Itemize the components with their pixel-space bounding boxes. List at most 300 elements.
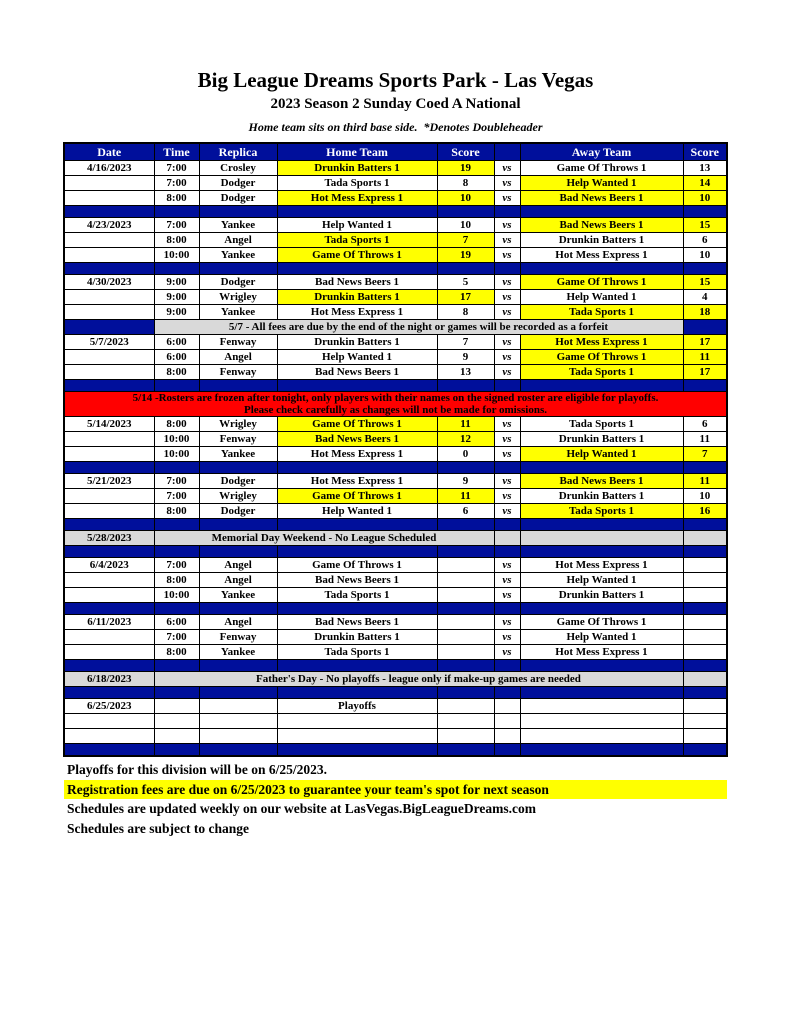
game-row (64, 275, 727, 290)
away-team-cell (520, 546, 683, 558)
home-team-cell (277, 519, 437, 531)
home-team-cell: Drunkin Batters 1 (277, 290, 437, 305)
footer-playoffs-date: Playoffs for this division will be on 6/25/2023. (67, 762, 328, 778)
away-score-cell: 13 (683, 161, 727, 176)
time-cell (154, 546, 199, 558)
time-cell: 9:00 (154, 305, 199, 320)
away-team-cell (520, 519, 683, 531)
away-team-cell: Bad News Beers 1 (520, 191, 683, 206)
time-cell (154, 603, 199, 615)
game-row (64, 365, 727, 380)
away-score-cell: 15 (683, 275, 727, 290)
away-team-cell (520, 462, 683, 474)
note-text-cell: Father's Day - No playoffs - league only if make-up games are needed (154, 672, 683, 687)
home-team-cell (277, 546, 437, 558)
home-team-cell: Game Of Throws 1 (277, 489, 437, 504)
time-cell: 10:00 (154, 588, 199, 603)
vs-cell (494, 206, 520, 218)
vs-cell (494, 687, 520, 699)
date-cell: 4/16/2023 (64, 161, 154, 176)
home-team-cell (277, 744, 437, 757)
vs-cell (494, 263, 520, 275)
replica-cell (199, 462, 277, 474)
time-cell: 6:00 (154, 615, 199, 630)
time-cell (154, 744, 199, 757)
home-score-cell: 7 (437, 335, 494, 350)
time-cell (154, 687, 199, 699)
game-row (64, 290, 727, 305)
replica-cell: Fenway (199, 335, 277, 350)
away-score-cell: 16 (683, 504, 727, 519)
home-team-cell: Tada Sports 1 (277, 588, 437, 603)
vs-cell: vs (494, 218, 520, 233)
time-cell: 10:00 (154, 432, 199, 447)
away-score-cell (683, 672, 727, 687)
away-team-cell: Game Of Throws 1 (520, 615, 683, 630)
away-score-cell (683, 462, 727, 474)
home-score-cell: 11 (437, 489, 494, 504)
home-team-cell: Hot Mess Express 1 (277, 191, 437, 206)
date-cell (64, 546, 154, 558)
away-score-cell (683, 558, 727, 573)
time-cell: 9:00 (154, 275, 199, 290)
replica-cell: Yankee (199, 248, 277, 263)
time-cell: 7:00 (154, 176, 199, 191)
game-row (64, 447, 727, 462)
spacer-row (64, 206, 727, 218)
vs-cell: vs (494, 417, 520, 432)
replica-cell: Yankee (199, 588, 277, 603)
date-cell (64, 263, 154, 275)
vs-cell (494, 380, 520, 392)
time-cell (154, 729, 199, 744)
vs-cell (494, 744, 520, 757)
date-cell (64, 305, 154, 320)
date-cell: 5/14/2023 (64, 417, 154, 432)
vs-cell: vs (494, 350, 520, 365)
game-row (64, 305, 727, 320)
home-score-cell (437, 603, 494, 615)
game-row (64, 233, 727, 248)
away-score-cell (683, 630, 727, 645)
home-team-cell: Tada Sports 1 (277, 645, 437, 660)
footer-website: Schedules are updated weekly on our website at LasVegas.BigLeagueDreams.com (67, 801, 537, 817)
home-score-cell: 12 (437, 432, 494, 447)
away-team-cell (520, 714, 683, 729)
home-score-cell: 8 (437, 176, 494, 191)
replica-cell (199, 546, 277, 558)
spacer-row (64, 744, 727, 757)
date-cell: 6/25/2023 (64, 699, 154, 714)
replica-cell: Yankee (199, 218, 277, 233)
replica-cell: Angel (199, 615, 277, 630)
time-cell: 7:00 (154, 474, 199, 489)
date-cell: 6/11/2023 (64, 615, 154, 630)
replica-cell: Angel (199, 558, 277, 573)
vs-cell: vs (494, 558, 520, 573)
away-team-cell (520, 263, 683, 275)
away-score-cell (683, 699, 727, 714)
date-cell (64, 447, 154, 462)
time-cell: 8:00 (154, 191, 199, 206)
time-cell: 7:00 (154, 218, 199, 233)
away-score-cell: 10 (683, 191, 727, 206)
time-cell: 7:00 (154, 630, 199, 645)
time-cell (154, 660, 199, 672)
away-team-cell: Drunkin Batters 1 (520, 489, 683, 504)
time-cell: 6:00 (154, 335, 199, 350)
spacer-row (64, 603, 727, 615)
game-row (64, 161, 727, 176)
time-cell: 9:00 (154, 290, 199, 305)
time-cell (154, 206, 199, 218)
note_mid-row (64, 320, 727, 335)
game-row (64, 176, 727, 191)
away-score-cell: 14 (683, 176, 727, 191)
vs-cell (494, 519, 520, 531)
vs-cell (494, 546, 520, 558)
vs-cell: vs (494, 365, 520, 380)
date-cell (64, 660, 154, 672)
home-team-cell (277, 206, 437, 218)
date-cell: 6/18/2023 (64, 672, 154, 687)
replica-cell (199, 206, 277, 218)
schedule-table-header (64, 143, 727, 161)
header-away-team: Away Team (520, 143, 683, 161)
home-score-cell: 10 (437, 191, 494, 206)
away-team-cell: Game Of Throws 1 (520, 275, 683, 290)
replica-cell (199, 380, 277, 392)
away-score-cell (683, 263, 727, 275)
home-team-cell: Bad News Beers 1 (277, 275, 437, 290)
replica-cell (199, 729, 277, 744)
spacer-row (64, 546, 727, 558)
away-team-cell: Hot Mess Express 1 (520, 645, 683, 660)
date-cell (64, 320, 154, 335)
date-cell (64, 350, 154, 365)
time-cell: 8:00 (154, 365, 199, 380)
home-score-cell: 8 (437, 305, 494, 320)
header-vs (494, 143, 520, 161)
time-cell (154, 263, 199, 275)
away-score-cell: 7 (683, 447, 727, 462)
vs-cell: vs (494, 588, 520, 603)
time-cell (154, 462, 199, 474)
home-team-cell: Bad News Beers 1 (277, 573, 437, 588)
away-score-cell (683, 744, 727, 757)
game-row (64, 191, 727, 206)
home-team-cell (277, 263, 437, 275)
home-score-cell (437, 206, 494, 218)
note_left-row (64, 672, 727, 687)
replica-cell (199, 699, 277, 714)
vs-cell: vs (494, 161, 520, 176)
home-team-cell: Bad News Beers 1 (277, 432, 437, 447)
time-cell: 10:00 (154, 447, 199, 462)
vs-cell (494, 714, 520, 729)
away-score-cell: 4 (683, 290, 727, 305)
time-cell: 7:00 (154, 558, 199, 573)
replica-cell (199, 603, 277, 615)
footer-registration-fees: Registration fees are due on 6/25/2023 to guarantee your team's spot for next season (64, 780, 727, 800)
game-row (64, 335, 727, 350)
home-score-cell (437, 645, 494, 660)
date-cell (64, 432, 154, 447)
home-team-note: Home team sits on third base side. *Denotes Doubleheader (248, 120, 543, 135)
time-cell (154, 380, 199, 392)
home-team-cell: Tada Sports 1 (277, 233, 437, 248)
replica-cell (199, 744, 277, 757)
date-cell (64, 462, 154, 474)
game-row (64, 218, 727, 233)
home-team-cell: Tada Sports 1 (277, 176, 437, 191)
date-cell (64, 176, 154, 191)
replica-cell: Fenway (199, 432, 277, 447)
away-score-cell: 6 (683, 233, 727, 248)
home-team-cell: Game Of Throws 1 (277, 558, 437, 573)
replica-cell: Dodger (199, 474, 277, 489)
away-team-cell: Drunkin Batters 1 (520, 233, 683, 248)
header-row (64, 143, 727, 161)
away-team-cell: Tada Sports 1 (520, 417, 683, 432)
away-team-cell (520, 603, 683, 615)
home-team-cell (277, 714, 437, 729)
home-team-cell: Drunkin Batters 1 (277, 630, 437, 645)
game-row (64, 573, 727, 588)
away-team-cell: Help Wanted 1 (520, 573, 683, 588)
home-score-cell (437, 714, 494, 729)
vs-cell (494, 603, 520, 615)
time-cell (154, 519, 199, 531)
date-cell (64, 729, 154, 744)
away-score-cell (683, 519, 727, 531)
time-cell: 8:00 (154, 573, 199, 588)
home-score-cell: 7 (437, 233, 494, 248)
vs-cell: vs (494, 504, 520, 519)
home-team-cell: Hot Mess Express 1 (277, 447, 437, 462)
footer-subject-to-change: Schedules are subject to change (67, 821, 249, 837)
vs-cell: vs (494, 630, 520, 645)
away-score-cell (683, 687, 727, 699)
replica-cell: Dodger (199, 275, 277, 290)
home-score-cell: 9 (437, 474, 494, 489)
replica-cell (199, 263, 277, 275)
vs-cell: vs (494, 432, 520, 447)
date-cell (64, 687, 154, 699)
replica-cell (199, 660, 277, 672)
home-score-cell (437, 263, 494, 275)
date-cell: 4/30/2023 (64, 275, 154, 290)
time-cell: 6:00 (154, 350, 199, 365)
away-team-cell: Hot Mess Express 1 (520, 558, 683, 573)
away-team-cell (520, 687, 683, 699)
home-score-cell (437, 558, 494, 573)
away-score-cell: 10 (683, 248, 727, 263)
home-score-cell (437, 744, 494, 757)
game-row (64, 630, 727, 645)
date-cell (64, 248, 154, 263)
vs-cell: vs (494, 335, 520, 350)
date-cell: 5/21/2023 (64, 474, 154, 489)
home-score-cell (437, 699, 494, 714)
home-team-cell: Drunkin Batters 1 (277, 161, 437, 176)
date-cell (64, 380, 154, 392)
date-cell (64, 645, 154, 660)
away-score-cell (683, 729, 727, 744)
time-cell (154, 699, 199, 714)
away-team-cell: Help Wanted 1 (520, 630, 683, 645)
spacer-row (64, 687, 727, 699)
away-team-cell (520, 699, 683, 714)
away-score-cell (683, 615, 727, 630)
vs-cell: vs (494, 290, 520, 305)
time-cell: 7:00 (154, 489, 199, 504)
home-team-cell: Game Of Throws 1 (277, 417, 437, 432)
time-cell: 8:00 (154, 504, 199, 519)
date-cell (64, 588, 154, 603)
home-score-cell: 5 (437, 275, 494, 290)
spacer-row (64, 660, 727, 672)
empty-row (64, 714, 727, 729)
away-score-cell: 15 (683, 218, 727, 233)
home-team-cell (277, 687, 437, 699)
header-time: Time (154, 143, 199, 161)
header-date: Date (64, 143, 154, 161)
vs-cell: vs (494, 573, 520, 588)
page-subtitle: 2023 Season 2 Sunday Coed A National (270, 96, 521, 113)
home-score-cell: 17 (437, 290, 494, 305)
replica-cell: Wrigley (199, 417, 277, 432)
date-cell (64, 573, 154, 588)
home-team-cell: Hot Mess Express 1 (277, 474, 437, 489)
away-score-cell: 11 (683, 474, 727, 489)
game-row (64, 489, 727, 504)
time-cell: 8:00 (154, 645, 199, 660)
time-cell: 7:00 (154, 161, 199, 176)
vs-cell: vs (494, 447, 520, 462)
away-team-cell: Bad News Beers 1 (520, 218, 683, 233)
vs-cell: vs (494, 248, 520, 263)
home-score-cell (437, 573, 494, 588)
empty-row (64, 729, 727, 744)
home-score-cell: 6 (437, 504, 494, 519)
replica-cell: Yankee (199, 447, 277, 462)
home-team-cell: Help Wanted 1 (277, 350, 437, 365)
label-row (64, 699, 727, 714)
vs-cell (494, 699, 520, 714)
home-team-cell (277, 729, 437, 744)
away-team-cell: Drunkin Batters 1 (520, 588, 683, 603)
vs-cell: vs (494, 489, 520, 504)
away-score-cell: 11 (683, 432, 727, 447)
time-cell (154, 714, 199, 729)
vs-cell: vs (494, 191, 520, 206)
vs-cell: vs (494, 645, 520, 660)
replica-cell (199, 519, 277, 531)
away-team-cell (520, 660, 683, 672)
spacer-row (64, 519, 727, 531)
home-score-cell (437, 615, 494, 630)
game-row (64, 645, 727, 660)
home-team-cell (277, 380, 437, 392)
note-text-cell: Memorial Day Weekend - No League Scheduled (154, 531, 494, 546)
away-team-cell: Help Wanted 1 (520, 447, 683, 462)
game-row (64, 417, 727, 432)
away-score-cell: 10 (683, 489, 727, 504)
home-team-cell: Bad News Beers 1 (277, 615, 437, 630)
replica-cell: Yankee (199, 645, 277, 660)
home-team-cell: Game Of Throws 1 (277, 248, 437, 263)
home-score-cell (437, 729, 494, 744)
away-score-cell (683, 380, 727, 392)
home-team-cell (277, 660, 437, 672)
date-cell (64, 504, 154, 519)
time-cell: 8:00 (154, 233, 199, 248)
away-team-cell (520, 206, 683, 218)
away-score-cell (683, 714, 727, 729)
header-home-team: Home Team (277, 143, 437, 161)
footer (64, 760, 727, 838)
spacer-row (64, 462, 727, 474)
vs-cell: vs (494, 474, 520, 489)
away-team-cell: Help Wanted 1 (520, 176, 683, 191)
away-score-cell (683, 206, 727, 218)
away-score-cell (683, 660, 727, 672)
note-text-cell: 5/7 - All fees are due by the end of the night or games will be recorded as a forfeit (154, 320, 683, 335)
away-score-cell (683, 320, 727, 335)
replica-cell: Dodger (199, 504, 277, 519)
game-row (64, 248, 727, 263)
home-team-cell: Drunkin Batters 1 (277, 335, 437, 350)
date-cell (64, 489, 154, 504)
banner-row (64, 392, 727, 417)
away-team-cell: Tada Sports 1 (520, 305, 683, 320)
vs-cell: vs (494, 615, 520, 630)
vs-cell (494, 660, 520, 672)
replica-cell: Angel (199, 573, 277, 588)
roster-freeze-banner (64, 392, 727, 417)
replica-cell: Wrigley (199, 489, 277, 504)
date-cell: 4/23/2023 (64, 218, 154, 233)
game-row (64, 504, 727, 519)
replica-cell (199, 687, 277, 699)
away-team-cell: Bad News Beers 1 (520, 474, 683, 489)
away-score-cell: 17 (683, 335, 727, 350)
replica-cell: Fenway (199, 365, 277, 380)
date-cell (64, 206, 154, 218)
away-team-cell (520, 531, 683, 546)
home-score-cell (437, 380, 494, 392)
replica-cell: Dodger (199, 176, 277, 191)
banner-line: Please check carefully as changes will not be made for omissions. (244, 404, 547, 417)
home-team-cell: Hot Mess Express 1 (277, 305, 437, 320)
away-score-cell (683, 546, 727, 558)
away-team-cell: Hot Mess Express 1 (520, 248, 683, 263)
replica-cell: Angel (199, 350, 277, 365)
away-score-cell (683, 603, 727, 615)
replica-cell: Angel (199, 233, 277, 248)
spacer-row (64, 380, 727, 392)
replica-cell: Crosley (199, 161, 277, 176)
vs-cell: vs (494, 176, 520, 191)
spacer-row (64, 263, 727, 275)
away-team-cell (520, 380, 683, 392)
home-score-cell (437, 660, 494, 672)
away-score-cell: 17 (683, 365, 727, 380)
away-score-cell: 18 (683, 305, 727, 320)
away-team-cell: Tada Sports 1 (520, 504, 683, 519)
replica-cell (199, 714, 277, 729)
